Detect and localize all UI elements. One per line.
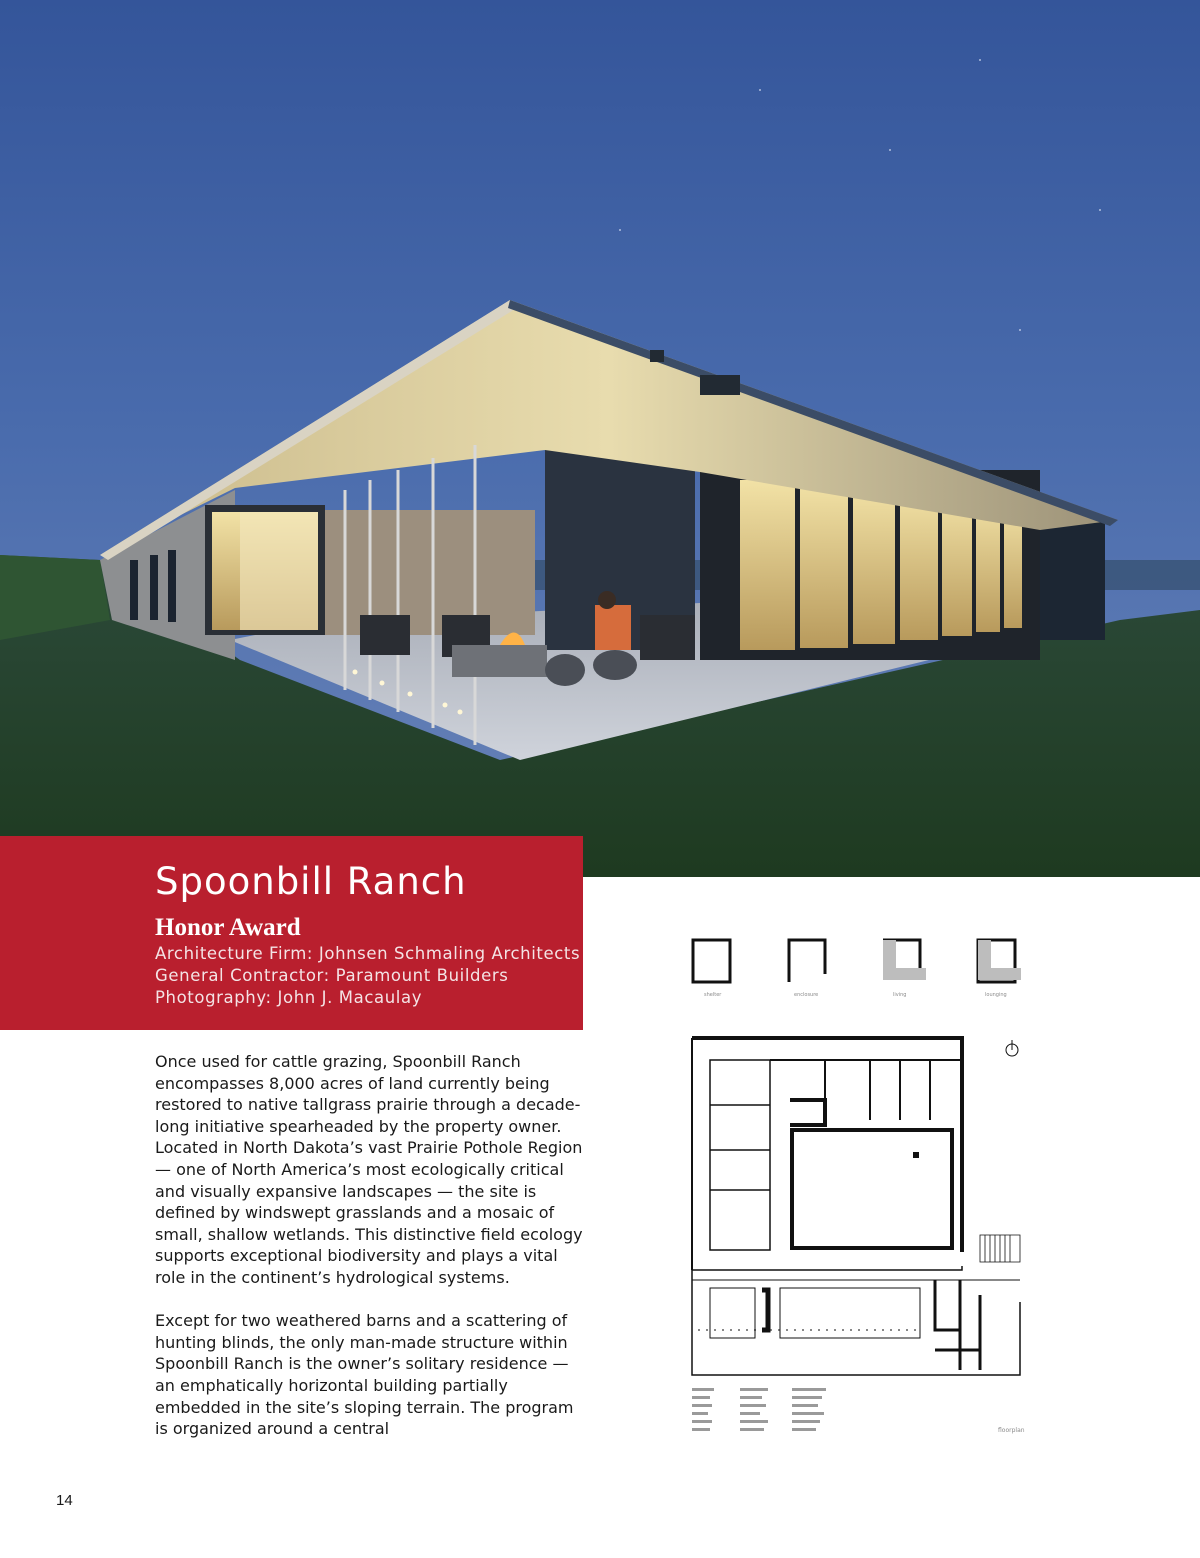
paragraph: Except for two weathered barns and a scattering of hunting blinds, the only man-made structure within Spoonbill Ranch is the owner’s solitary residence — an emphatically horizontal building partially embedded in the site’s sloping terrain. The program is organized around a central <box>155 1311 574 1439</box>
project-credits <box>155 943 580 1009</box>
project-title: Spoonbill Ranch <box>155 860 467 903</box>
credit-contractor: General Contractor: Paramount Builders <box>155 966 509 985</box>
diagram-label: living <box>893 992 907 998</box>
credit-architect: Architecture Firm: Johnsen Schmaling Architects <box>155 944 581 963</box>
diagram-label: enclosure <box>794 992 819 998</box>
award-name: Honor Award <box>155 914 301 941</box>
diagram-label: lounging <box>985 992 1007 998</box>
credit-photography: Photography: John J. Macaulay <box>155 988 423 1007</box>
diagram-label: shelter <box>704 992 722 998</box>
article-body <box>155 1051 585 1461</box>
concept-diagrams <box>680 930 1040 1000</box>
floorplan-drawing <box>680 1030 1040 1450</box>
page-number: 14 <box>56 1492 73 1509</box>
paragraph: Once used for cattle grazing, Spoonbill Ranch encompasses 8,000 acres of land currently being restored to native tallgrass prairie through a decade-long initiative spearheaded by the property owner. Located in North Dakota’s vast Prairie Pothole Region — one of North America’s most ecologically critical and visually expansive landscapes — the site is defined by windswept grasslands and a mosaic of small, shallow wetlands. This distinctive field ecology supports exceptional biodiversity and plays a vital role in the continent’s hydrological systems. <box>155 1052 583 1287</box>
floorplan-label: floorplan <box>998 1427 1025 1434</box>
